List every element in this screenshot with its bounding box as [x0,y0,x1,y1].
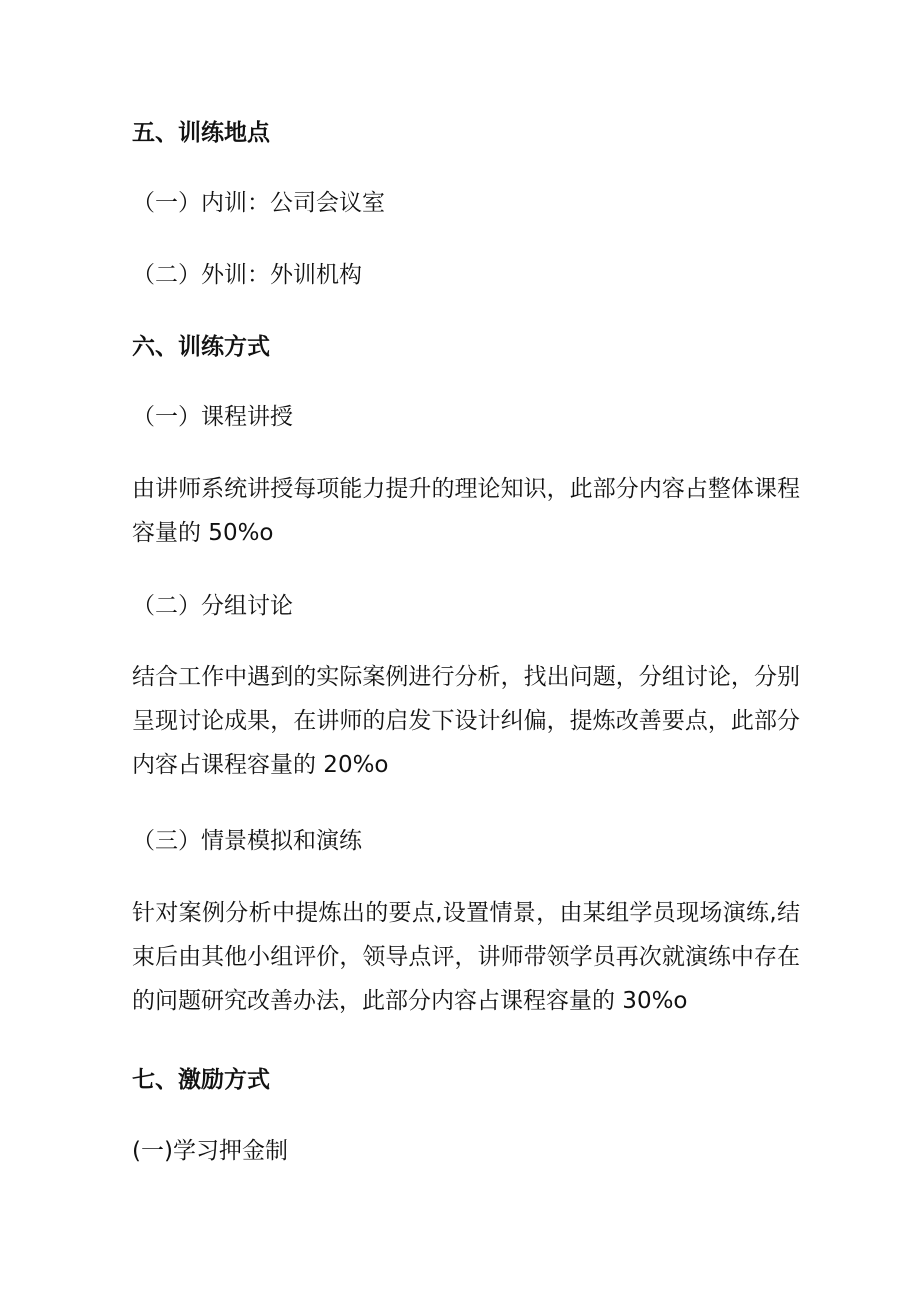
paragraph-scenario-simulation: 针对案例分析中提炼出的要点,设置情景，由某组学员现场演练,结束后由其他小组评价，领导点评，讲师带领学员再次就演练中存在的问题研究改善办法，此部分内容占课程容量的 30%o [132,900,800,1014]
section-heading-training-method: 六、训练方式 [132,334,270,360]
subheading-lecture: （一）课程讲授 [132,404,293,430]
list-item-internal-training: （一）内训：公司会议室 [132,190,385,216]
paragraph-group-discussion: 结合工作中遇到的实际案例进行分析，找出问题，分组讨论，分别呈现讨论成果，在讲师的启发下设计纠偏，提炼改善要点，此部分内容占课程容量的 20%o [132,664,800,778]
subheading-learning-deposit: (一)学习押金制 [132,1138,288,1164]
section-heading-training-location: 五、训练地点 [132,120,270,146]
subheading-scenario-simulation: （三）情景模拟和演练 [132,828,362,854]
section-heading-incentive-method: 七、激励方式 [132,1067,270,1093]
list-item-external-training: （二）外训：外训机构 [132,262,362,288]
subheading-group-discussion: （二）分组讨论 [132,593,293,619]
paragraph-lecture: 由讲师系统讲授每项能力提升的理论知识，此部分内容占整体课程容量的 50%o [132,476,800,546]
